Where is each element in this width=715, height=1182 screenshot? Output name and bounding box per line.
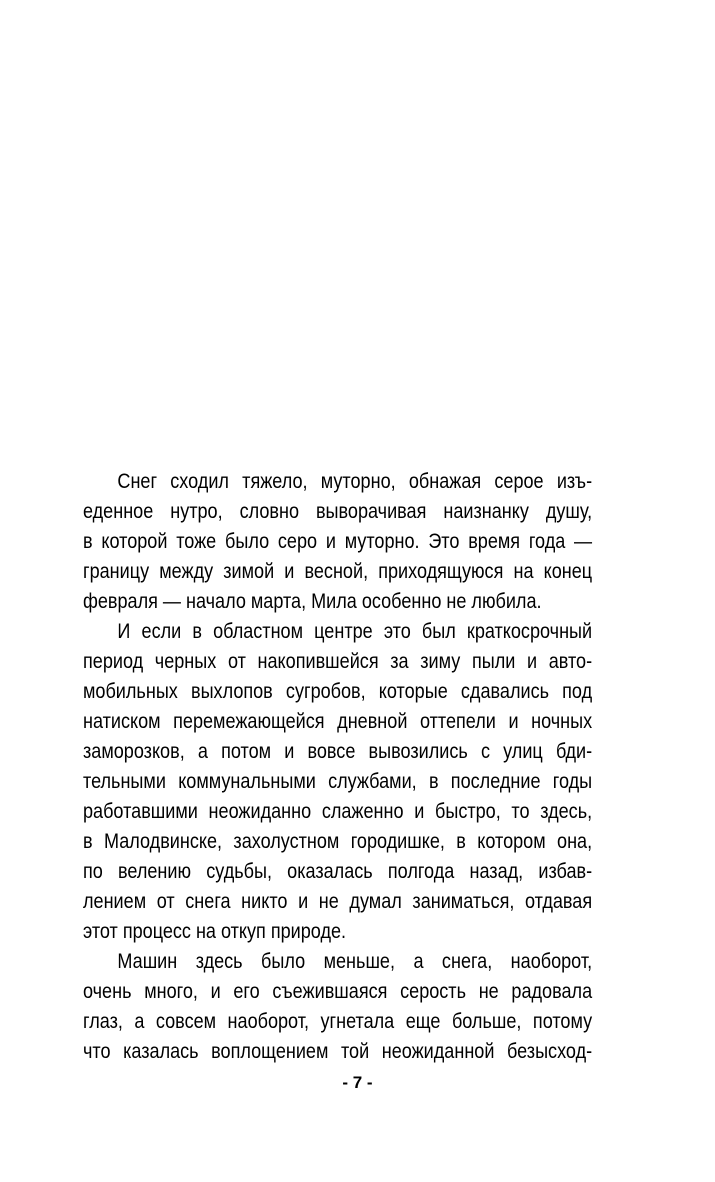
body-text: [83, 467, 593, 1067]
text-line: этот процесс на откуп природе.: [83, 920, 347, 943]
text-line: в Малодвинске, захолустном городишке, в котором она,: [83, 830, 593, 853]
text-line: И если в областном центре это был краткосрочный: [117, 620, 593, 643]
text-line: глаз, а совсем наоборот, угнетала еще больше, потому: [83, 1010, 593, 1033]
text-line: очень много, и его съежившаяся серость не радовала: [83, 980, 593, 1003]
text-line: лением от снега никто и не думал заниматься, отдавая: [83, 890, 593, 913]
text-line: мобильных выхлопов сугробов, которые сдавались под: [83, 680, 593, 703]
text-line: в которой тоже было серо и муторно. Это время года —: [83, 530, 593, 553]
text-line: что казалась воплощением той неожиданной безысход-: [83, 1040, 593, 1063]
text-line: Снег сходил тяжело, муторно, обнажая серое изъ-: [117, 470, 593, 493]
text-line: границу между зимой и весной, приходящуюся на конец: [83, 560, 593, 583]
text-line: работавшими неожиданно слаженно и быстро, то здесь,: [83, 800, 593, 823]
page-number: - 7 -: [342, 1073, 373, 1092]
text-line: тельными коммунальными службами, в последние годы: [83, 770, 593, 793]
text-line: Машин здесь было меньше, а снега, наоборот,: [117, 950, 593, 973]
text-line: еденное нутро, словно выворачивая наизнанку душу,: [83, 500, 593, 523]
text-line: февраля — начало марта, Мила особенно не любила.: [83, 590, 542, 613]
text-line: по велению судьбы, оказалась полгода назад, избав-: [83, 860, 593, 883]
text-line: натиском перемежающейся дневной оттепели и ночных: [83, 710, 593, 733]
text-line: период черных от накопившейся за зиму пыли и авто-: [83, 650, 593, 673]
text-line: заморозков, а потом и вовсе вывозились с улиц бди-: [83, 740, 593, 763]
